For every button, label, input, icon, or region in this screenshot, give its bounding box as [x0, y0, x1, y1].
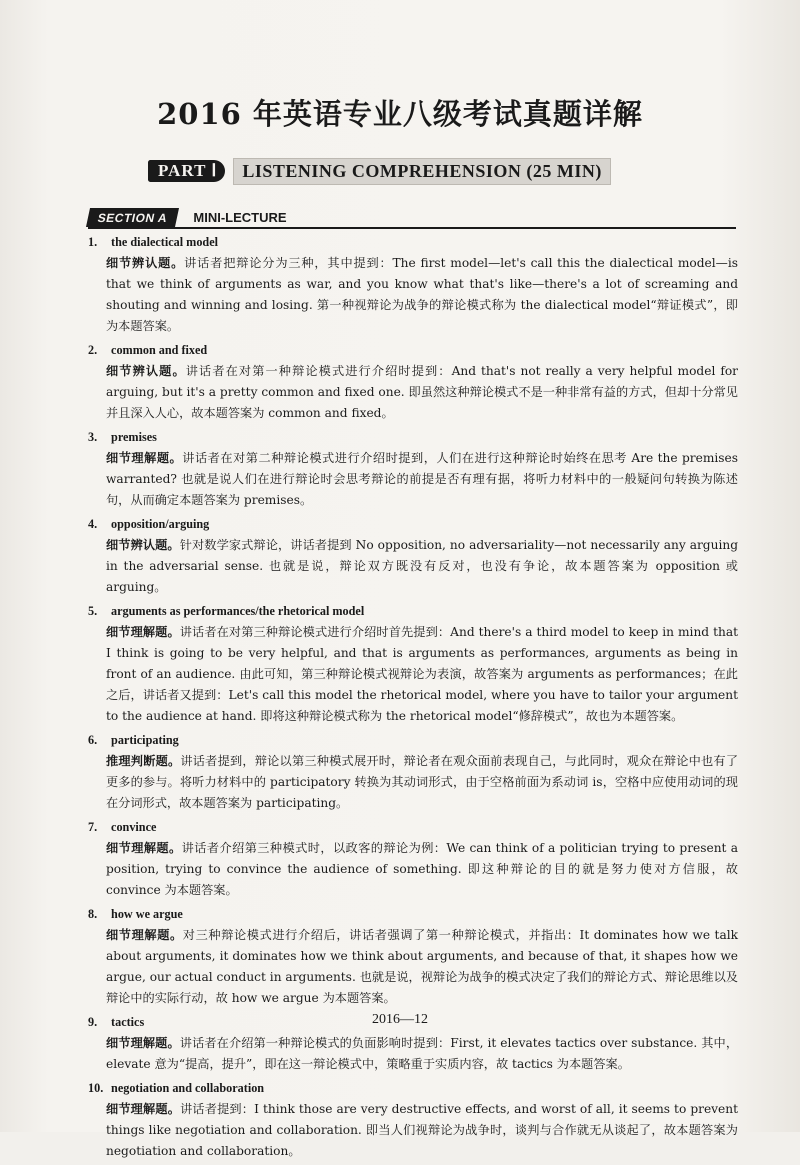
question-type: 细节理解题。 — [106, 928, 183, 942]
question-explanation: 讲话者在对第二种辩论模式进行介绍时提到，人们在进行这种辩论时始终在思考 Are the premises warranted? 也就是说人们在进行辩论时会思考辩论的前提是否有理有据，将听力材料中的一般疑问句转换为陈述句，从而确定本题答案为 premises。 — [106, 451, 739, 507]
question-number: 3. — [88, 430, 98, 444]
section-title: MINI-LECTURE — [193, 210, 287, 225]
question-explanation: 讲话者介绍第三种模式时，以政客的辩论为例：We can think of a politician trying to present a position, trying to convince the audience of something. 即这种辩论的目的就是努力使对方信服，故 convince 为本题答案。 — [106, 841, 739, 897]
part-title: LISTENING COMPREHENSION (25 MIN) — [233, 158, 611, 185]
question-number: 8. — [88, 907, 98, 921]
question-number: 4. — [88, 517, 98, 531]
question-answer: premises — [111, 430, 157, 444]
question-item — [88, 514, 738, 598]
question-item — [88, 427, 738, 511]
question-number: 1. — [88, 235, 98, 249]
question-type: 细节理解题。 — [106, 841, 182, 855]
question-type: 细节理解题。 — [106, 625, 180, 639]
question-answer: tactics — [111, 1015, 145, 1029]
question-item — [88, 730, 738, 814]
question-answer: convince — [111, 820, 157, 834]
question-answer: negotiation and collaboration — [111, 1081, 265, 1095]
question-item — [88, 904, 738, 1009]
part-badge: PART Ⅰ — [148, 160, 225, 182]
question-answer: the dialectical model — [111, 235, 219, 249]
question-type: 细节理解题。 — [106, 451, 183, 465]
question-answer: common and fixed — [111, 343, 208, 357]
question-explanation: 讲话者在介绍第一种辩论模式的负面影响时提到：First, it elevates tactics over substance. 其中，elevate 意为“提高，提升”，即在这一辩论模式中，策略重于实质内容，故 tactics 为本题答案。 — [106, 1036, 739, 1071]
question-explanation: 讲话者在对第一种辩论模式进行介绍时提到：And that's not really a very helpful model for arguing, but it's a pretty common and fixed one. 即虽然这种辩论模式不是一种非常有益的方式，但却十分常见并且深入人心，故本题答案为 common and fixed。 — [106, 364, 738, 420]
question-number: 5. — [88, 604, 98, 618]
question-explanation: 针对数学家式辩论，讲话者提到 No opposition, no adversariality—not necessarily any arguing in the adversarial sense. 也就是说，辩论双方既没有反对，也没有争论，故本题答案为 opposition 或 arguing。 — [106, 538, 739, 594]
question-number: 7. — [88, 820, 98, 834]
question-type: 细节理解题。 — [106, 1036, 180, 1050]
question-explanation: 对三种辩论模式进行介绍后，讲话者强调了第一种辩论模式，并指出：It dominates how we talk about arguments, it dominates how we think about arguments, and because of that, it shapes how we argue, our actual conduct in arguments. 也就是说，视辩论为战争的模式决定了我们的辩论方式、辩论思维以及辩论中的实际行动，故 how we argue 为本题答案。 — [106, 928, 738, 1005]
page-number: 2016—12 — [372, 1012, 428, 1027]
section-header — [88, 205, 736, 229]
question-number: 6. — [88, 733, 98, 747]
question-item — [88, 232, 738, 337]
question-answer: how we argue — [111, 907, 183, 921]
question-type: 细节辨认题。 — [106, 364, 186, 378]
question-type: 细节辨认题。 — [106, 538, 180, 552]
question-item — [88, 817, 738, 901]
question-item — [88, 1078, 738, 1162]
question-answer: participating — [111, 733, 179, 747]
question-item — [88, 601, 738, 727]
question-type: 细节辨认题。 — [106, 256, 185, 270]
question-type: 推理判断题。 — [106, 754, 181, 768]
question-explanation: 讲话者在对第三种辩论模式进行介绍时首先提到：And there's a third model to keep in mind that I think is going to be very helpful, and that is arguments as performances, arguments as being in front of an audience. 由此可知，第三种辩论模式视辩论为表演，故答案为 arguments as performances；在此之后，讲话者又提到：Let's call this model the rhetorical model, where you have to tailor your argument to the audience at hand. 即将这种辩论模式称为 the rhetorical model“修辞模式”，故也为本题答案。 — [106, 625, 739, 723]
question-answer: arguments as performances/the rhetorical model — [111, 604, 365, 618]
question-number: 2. — [88, 343, 98, 357]
section-badge: SECTION A — [86, 208, 179, 227]
question-number: 9. — [88, 1015, 98, 1029]
question-answer: opposition/arguing — [111, 517, 210, 531]
question-type: 细节理解题。 — [106, 1102, 181, 1116]
question-number: 10. — [88, 1081, 104, 1095]
question-item — [88, 340, 738, 424]
question-explanation: 讲话者提到：I think those are very destructive effects, and worst of all, it seems to prevent things like negotiation and collaboration. 即当人们视辩论为战争时，谈判与合作就无从谈起了，故本题答案为 negotiation and collaboration。 — [106, 1102, 739, 1158]
question-explanation: 讲话者把辩论分为三种，其中提到：The first model—let's call this the dialectical model—is that we think of arguments as war, and you know what that's like—there's a lot of screaming and shouting and winning and losing. 第一种视辩论为战争的辩论模式称为 the dialectical model“辩证模式”，即为本题答案。 — [106, 256, 739, 333]
page-title: 2016 年英语专业八级考试真题详解 — [157, 97, 643, 131]
question-explanation: 讲话者提到，辩论以第三种模式展开时，辩论者在观众面前表现自己，与此同时，观众在辩论中也有了更多的参与。将听力材料中的 participatory 转换为其动词形式，由于空格前面为系动词 is，空格中应使用动词的现在分词形式，故本题答案为 participating。 — [106, 754, 739, 810]
part-header — [148, 157, 676, 185]
